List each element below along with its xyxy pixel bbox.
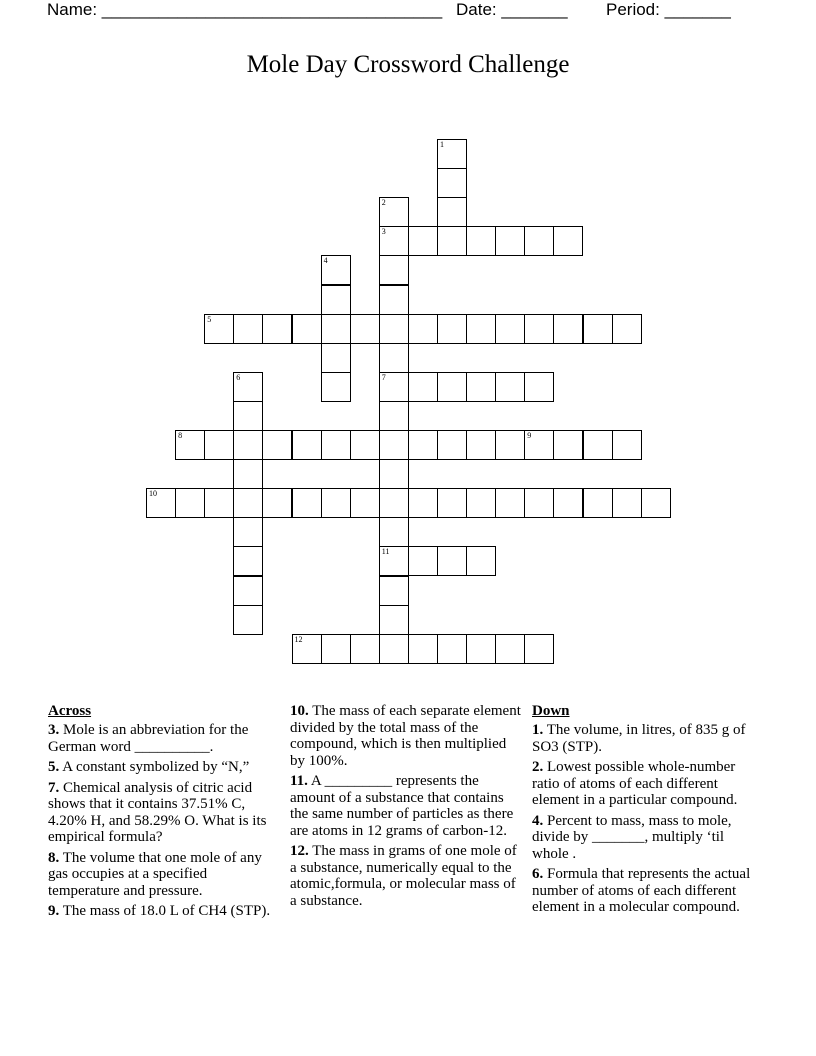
clue-number: 8: [178, 431, 183, 440]
crossword-cell[interactable]: [437, 139, 467, 169]
clue-across-12: 12. The mass in grams of one mole of a substance, numerically equal to the atomic,formula, or molecular mass of a substance.: [290, 843, 517, 909]
crossword-cell[interactable]: [466, 314, 496, 344]
clue-number: 4: [323, 256, 328, 266]
crossword-cell[interactable]: [466, 226, 496, 256]
crossword-cell[interactable]: [524, 226, 554, 256]
crossword-cell[interactable]: [262, 314, 292, 344]
crossword-cell[interactable]: [350, 314, 380, 344]
crossword-cell[interactable]: [292, 430, 322, 460]
crossword-cell[interactable]: [175, 488, 205, 518]
crossword-cell[interactable]: [379, 197, 409, 227]
across-heading: Across: [48, 703, 92, 719]
crossword-cell[interactable]: [321, 285, 351, 315]
clue-number: 1: [440, 140, 444, 149]
clue-across-9: 9. The mass of 18.0 L of CH4 (STP).: [48, 903, 271, 919]
crossword-cell[interactable]: [408, 372, 438, 402]
crossword-cell[interactable]: [204, 314, 234, 344]
clue-across-10: 10. The mass of each separate element divided by the total mass of the compound, which is then multiplied by 100%.: [290, 703, 521, 769]
crossword-cell[interactable]: [379, 488, 409, 518]
name-field[interactable]: Name: ____________________________________: [47, 0, 443, 19]
across-clues-column-2: [290, 703, 522, 913]
crossword-cell[interactable]: [495, 226, 525, 256]
crossword-cell[interactable]: [524, 430, 554, 460]
crossword-cell[interactable]: [524, 314, 554, 344]
crossword-cell[interactable]: [495, 430, 525, 460]
crossword-cell[interactable]: [379, 226, 409, 256]
crossword-cell[interactable]: [466, 546, 496, 576]
crossword-cell[interactable]: [612, 488, 642, 518]
crossword-cell[interactable]: [408, 488, 438, 518]
crossword-cell[interactable]: [233, 517, 263, 547]
crossword-cell[interactable]: [379, 605, 409, 635]
crossword-cell[interactable]: [379, 255, 409, 285]
crossword-cell[interactable]: [553, 314, 583, 344]
clue-down-2: 2. Lowest possible whole-number ratio of atoms of each different element in a particular compound.: [532, 759, 738, 808]
down-heading: Down: [532, 703, 570, 719]
crossword-cell[interactable]: [379, 546, 409, 576]
crossword-cell[interactable]: [553, 430, 583, 460]
crossword-cell[interactable]: [321, 255, 351, 285]
clue-number: 10: [149, 489, 157, 499]
crossword-cell[interactable]: [495, 372, 525, 402]
crossword-cell[interactable]: [292, 488, 322, 518]
crossword-cell[interactable]: [350, 488, 380, 518]
crossword-cell[interactable]: [379, 634, 409, 664]
crossword-cell[interactable]: [350, 430, 380, 460]
crossword-cell[interactable]: [437, 430, 467, 460]
crossword-cell[interactable]: [292, 634, 322, 664]
crossword-cell[interactable]: [233, 372, 263, 402]
clue-number: 3: [381, 227, 386, 237]
crossword-cell[interactable]: [321, 314, 351, 344]
crossword-cell[interactable]: [466, 634, 496, 664]
clue-number: 9: [527, 431, 532, 440]
crossword-cell[interactable]: [553, 226, 583, 256]
crossword-cell[interactable]: [437, 546, 467, 576]
across-clues-column-1: [48, 703, 280, 924]
crossword-cell[interactable]: [233, 401, 263, 431]
crossword-cell[interactable]: [553, 488, 583, 518]
crossword-cell[interactable]: [524, 634, 554, 664]
clue-down-6: 6. Formula that represents the actual number of atoms of each different element in a molecular compound.: [532, 866, 751, 915]
clue-number: 7: [381, 372, 386, 382]
crossword-cell[interactable]: [437, 634, 467, 664]
crossword-cell[interactable]: [583, 488, 613, 518]
crossword-cell[interactable]: [204, 430, 234, 460]
clue-down-4: 4. Percent to mass, mass to mole, divide by _______, multiply ‘til whole .: [532, 812, 732, 862]
crossword-cell[interactable]: [408, 226, 438, 256]
crossword-cell[interactable]: [379, 517, 409, 547]
clue-number: 11: [381, 547, 390, 557]
crossword-cell[interactable]: [379, 430, 409, 460]
crossword-cell[interactable]: [466, 430, 496, 460]
crossword-cell[interactable]: [408, 634, 438, 664]
clue-across-5: 5. A constant symbolized by “N,”: [48, 759, 250, 775]
crossword-cell[interactable]: [321, 372, 351, 402]
crossword-cell[interactable]: [321, 488, 351, 518]
crossword-cell[interactable]: [379, 576, 409, 606]
clue-down-1: 1. The volume, in litres, of 835 g of SO3 (STP).: [532, 722, 746, 755]
crossword-cell[interactable]: [379, 343, 409, 373]
clue-number: 5: [207, 314, 212, 324]
crossword-cell[interactable]: [583, 430, 613, 460]
crossword-cell[interactable]: [204, 488, 234, 518]
down-clues-column: [532, 703, 764, 920]
crossword-cell[interactable]: [408, 546, 438, 576]
crossword-cell[interactable]: [524, 372, 554, 402]
date-field[interactable]: Date: _______: [456, 0, 568, 19]
crossword-cell[interactable]: [641, 488, 671, 518]
crossword-cell[interactable]: [408, 314, 438, 344]
crossword-cell[interactable]: [437, 372, 467, 402]
student-info-header: [47, 0, 767, 22]
crossword-cell[interactable]: [612, 430, 642, 460]
crossword-cell[interactable]: [379, 285, 409, 315]
period-field[interactable]: Period: _______: [606, 0, 731, 19]
crossword-cell[interactable]: [379, 401, 409, 431]
clue-across-7: 7. Chemical analysis of citric acid shows that it contains 37.51% C, 4.20% H, and 58.29% O. What is its empirical formula?: [48, 779, 267, 845]
crossword-cell[interactable]: [379, 314, 409, 344]
crossword-cell[interactable]: [233, 605, 263, 635]
crossword-cell[interactable]: [437, 488, 467, 518]
crossword-cell[interactable]: [408, 430, 438, 460]
crossword-cell[interactable]: [262, 430, 292, 460]
crossword-cell[interactable]: [146, 488, 176, 518]
clue-across-8: 8. The volume that one mole of any gas occupies at a specified temperature and pressure.: [48, 849, 262, 899]
crossword-cell[interactable]: [437, 197, 467, 227]
crossword-cell[interactable]: [495, 634, 525, 664]
crossword-cell[interactable]: [233, 546, 263, 576]
clue-across-3: 3. Mole is an abbreviation for the German word __________.: [48, 722, 249, 755]
crossword-cell[interactable]: [495, 488, 525, 518]
crossword-cell[interactable]: [350, 634, 380, 664]
crossword-cell[interactable]: [233, 488, 263, 518]
page-title: Mole Day Crossword Challenge: [246, 51, 570, 78]
crossword-cell[interactable]: [437, 168, 467, 198]
crossword-cell[interactable]: [466, 372, 496, 402]
crossword-cell[interactable]: [262, 488, 292, 518]
crossword-cell[interactable]: [321, 634, 351, 664]
crossword-cell[interactable]: [321, 430, 351, 460]
clue-number: 12: [294, 634, 303, 644]
crossword-cell[interactable]: [233, 430, 263, 460]
crossword-cell[interactable]: [583, 314, 613, 344]
crossword-cell[interactable]: [321, 343, 351, 373]
crossword-cell[interactable]: [175, 430, 205, 460]
clue-number: 2: [381, 198, 386, 208]
crossword-cell[interactable]: [233, 459, 263, 489]
crossword-cell[interactable]: [379, 372, 409, 402]
crossword-cell[interactable]: [233, 576, 263, 606]
crossword-cell[interactable]: [524, 488, 554, 518]
crossword-cell[interactable]: [612, 314, 642, 344]
crossword-cell[interactable]: [495, 314, 525, 344]
crossword-cell[interactable]: [233, 314, 263, 344]
crossword-cell[interactable]: [292, 314, 322, 344]
crossword-cell[interactable]: [379, 459, 409, 489]
crossword-cell[interactable]: [437, 226, 467, 256]
clue-across-11: 11. A _________ represents the amount of a substance that contains the same number of particles as there are atoms in 12 grams of carbon-12.: [290, 773, 514, 839]
crossword-cell[interactable]: [466, 488, 496, 518]
clue-number: 6: [236, 372, 241, 382]
crossword-cell[interactable]: [437, 314, 467, 344]
